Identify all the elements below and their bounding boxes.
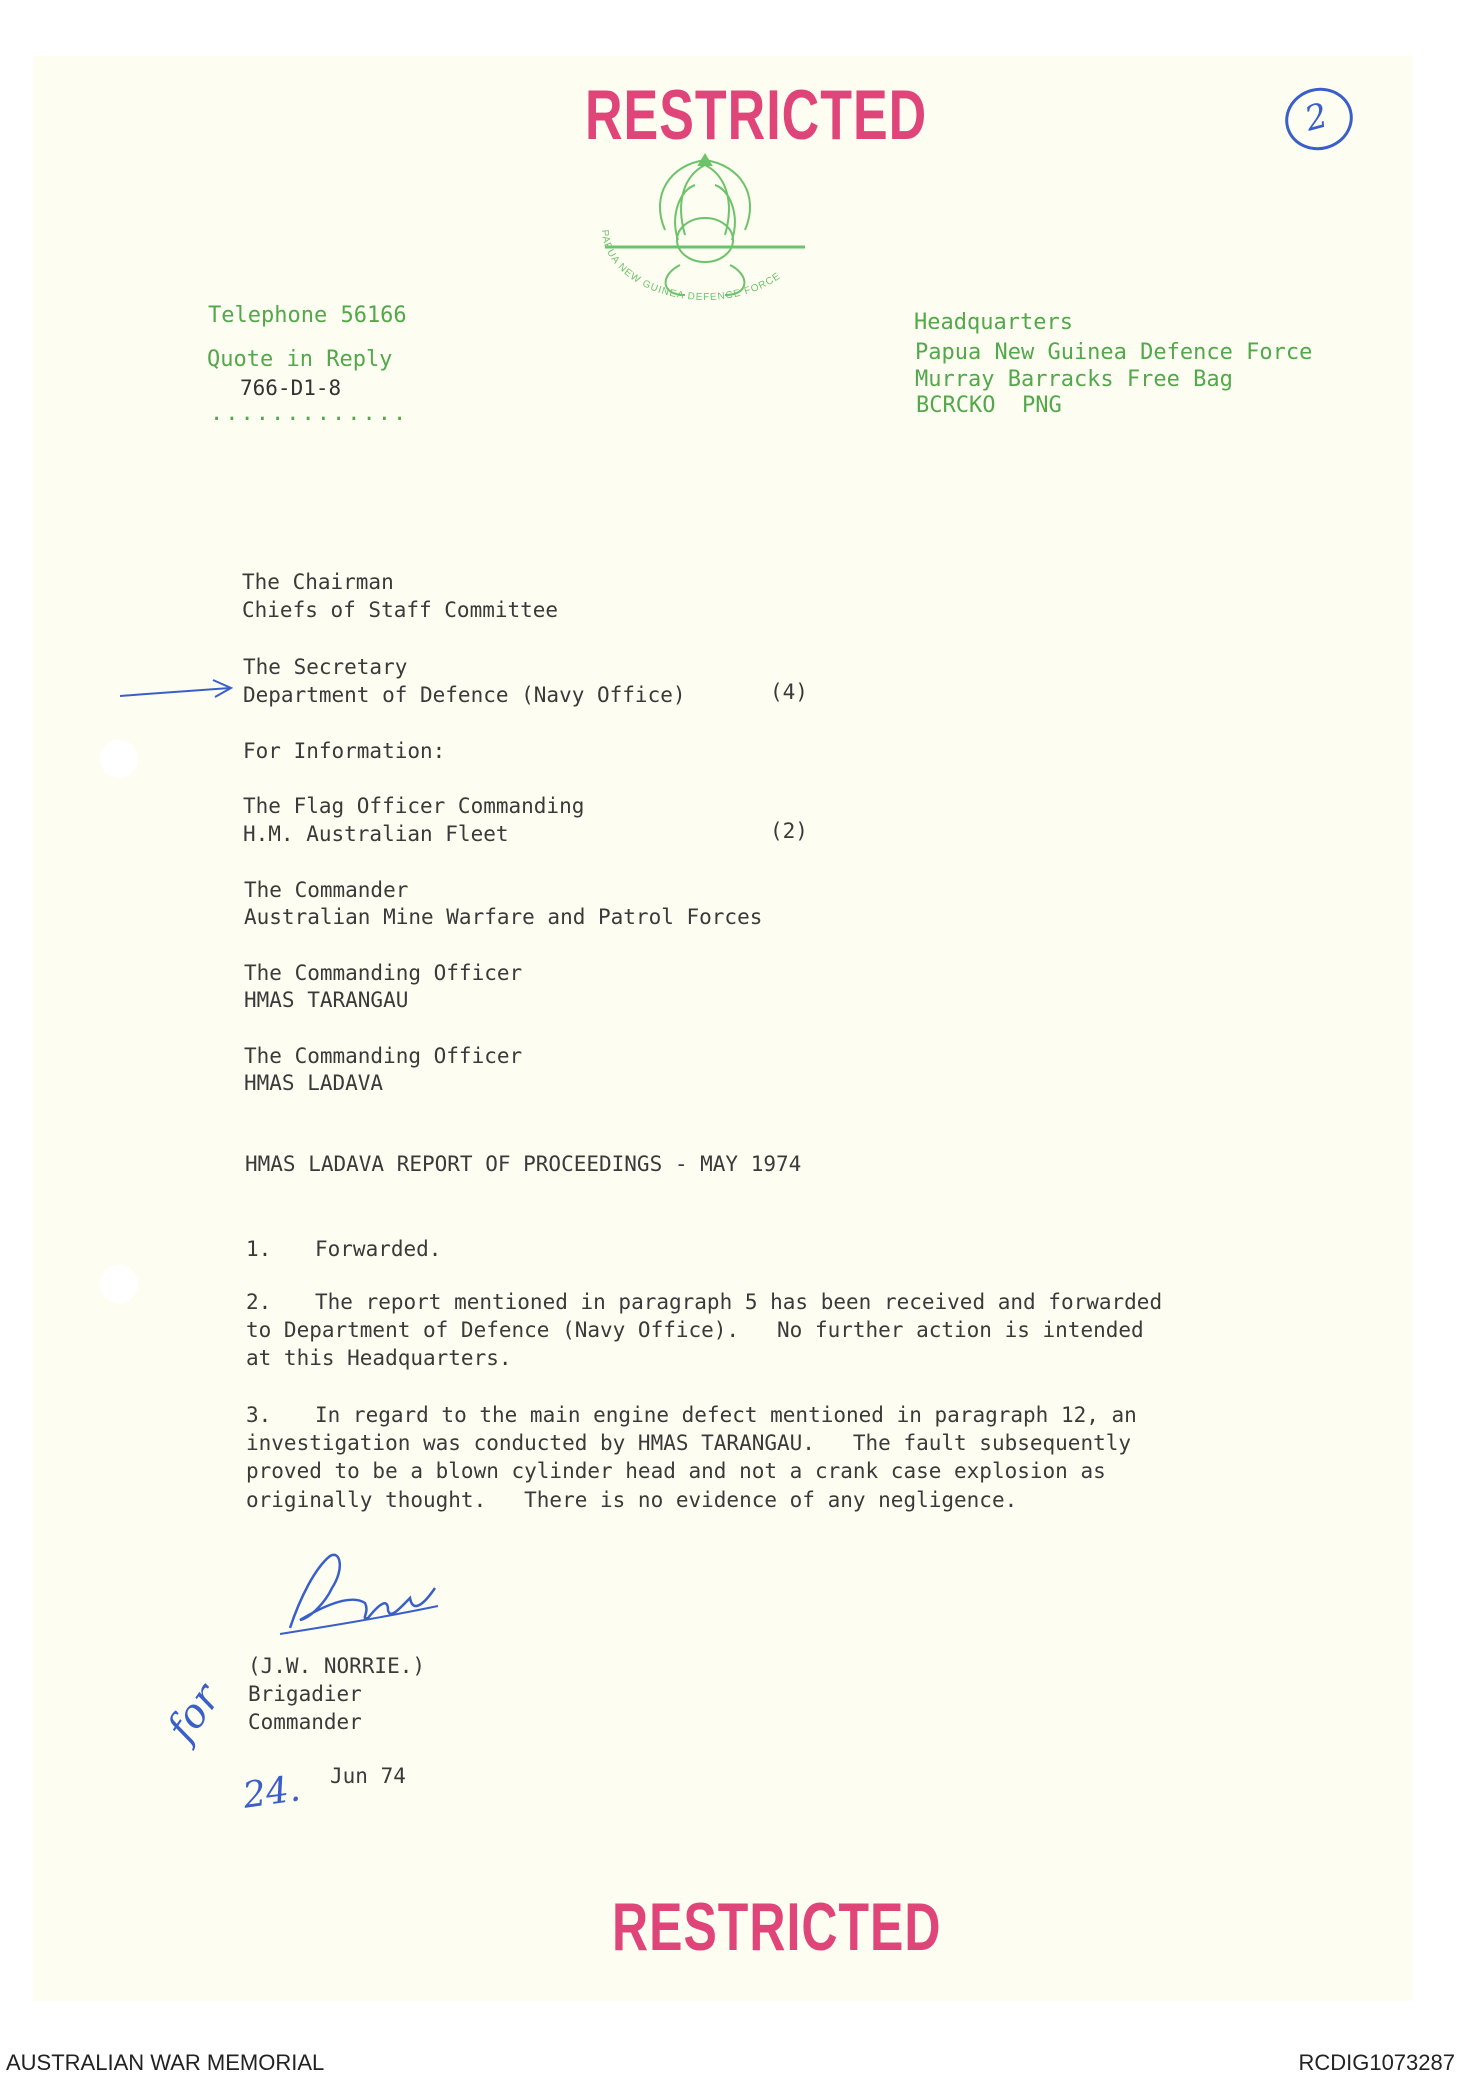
restricted-stamp-top: RESTRICTED (585, 76, 928, 156)
restricted-stamp-bottom: RESTRICTED (612, 1889, 942, 1965)
paragraph-3-line-4: originally thought. There is no evidence of any negligence. (246, 1488, 1018, 1512)
paragraph-1-text: Forwarded. (315, 1237, 442, 1261)
reference-dots: ............. (210, 401, 409, 426)
info-addressee-1-copies: (2) (770, 819, 808, 843)
hq-line-3: Murray Barracks Free Bag (915, 367, 1233, 392)
footer-record-id: RCDIG1073287 (1298, 2050, 1455, 2075)
signatory-title: Commander (248, 1710, 362, 1734)
info-addressee-2-line-2: Australian Mine Warfare and Patrol Forces (244, 905, 763, 929)
paragraph-2-line-3: at this Headquarters. (246, 1346, 512, 1370)
signatory-rank: Brigadier (248, 1682, 362, 1706)
addressee-2-line-2: Department of Defence (Navy Office) (243, 683, 686, 707)
paragraph-3-line-1: In regard to the main engine defect mentioned in paragraph 12, an (315, 1403, 1137, 1427)
subject-line: HMAS LADAVA REPORT OF PROCEEDINGS - MAY 1974 (245, 1152, 802, 1176)
pngdf-emblem-icon (590, 145, 820, 305)
folio-number: 2 (1278, 80, 1360, 157)
info-addressee-1-line-1: The Flag Officer Commanding (243, 794, 585, 818)
paragraph-3-line-2: investigation was conducted by HMAS TARANGAU. The fault subsequently (246, 1431, 1132, 1455)
arrow-icon (118, 676, 236, 706)
hq-line-4: BCRCKO PNG (916, 393, 1062, 418)
punch-hole-top (100, 740, 138, 778)
paragraph-3-number: 3. (246, 1403, 272, 1427)
info-addressee-3-line-2: HMAS TARANGAU (244, 988, 409, 1012)
signatory-name: (J.W. NORRIE.) (248, 1654, 426, 1678)
footer-archive-name: AUSTRALIAN WAR MEMORIAL (6, 2050, 325, 2075)
date-day-handwritten: 24. (240, 1768, 303, 1817)
hq-line-2: Papua New Guinea Defence Force (915, 340, 1313, 365)
info-addressee-1-line-2: H.M. Australian Fleet (243, 822, 509, 846)
signature-icon (270, 1548, 450, 1638)
info-addressee-3-line-1: The Commanding Officer (244, 961, 523, 985)
addressee-2-line-1: The Secretary (243, 655, 408, 679)
info-addressee-4-line-1: The Commanding Officer (244, 1044, 523, 1068)
quote-in-reply-label: Quote in Reply (207, 347, 393, 372)
paragraph-2-line-2: to Department of Defence (Navy Office). No further action is intended (246, 1318, 1144, 1342)
hq-line-1: Headquarters (914, 310, 1073, 335)
addressee-2-copies: (4) (770, 680, 808, 704)
punch-hole-bottom (100, 1265, 138, 1303)
paragraph-2-number: 2. (246, 1290, 272, 1314)
date-month-year: Jun 74 (330, 1764, 406, 1788)
paragraph-3-line-3: proved to be a blown cylinder head and not a crank case explosion as (246, 1459, 1106, 1483)
svg-text:PAPUA NEW GUINEA DEFENCE FORCE: PAPUA NEW GUINEA DEFENCE FORCE (598, 229, 784, 304)
addressee-1-line-1: The Chairman (242, 570, 394, 594)
for-annotation: for (158, 1676, 230, 1750)
telephone-number: Telephone 56166 (208, 303, 407, 328)
info-addressee-4-line-2: HMAS LADAVA (244, 1071, 384, 1095)
paragraph-1-number: 1. (246, 1237, 272, 1261)
info-addressee-2-line-1: The Commander (244, 878, 409, 902)
for-information-label: For Information: (243, 739, 446, 763)
addressee-1-line-2: Chiefs of Staff Committee (242, 598, 559, 622)
reference-number: 766-D1-8 (240, 376, 342, 400)
paragraph-2-line-1: The report mentioned in paragraph 5 has been received and forwarded (315, 1290, 1163, 1314)
